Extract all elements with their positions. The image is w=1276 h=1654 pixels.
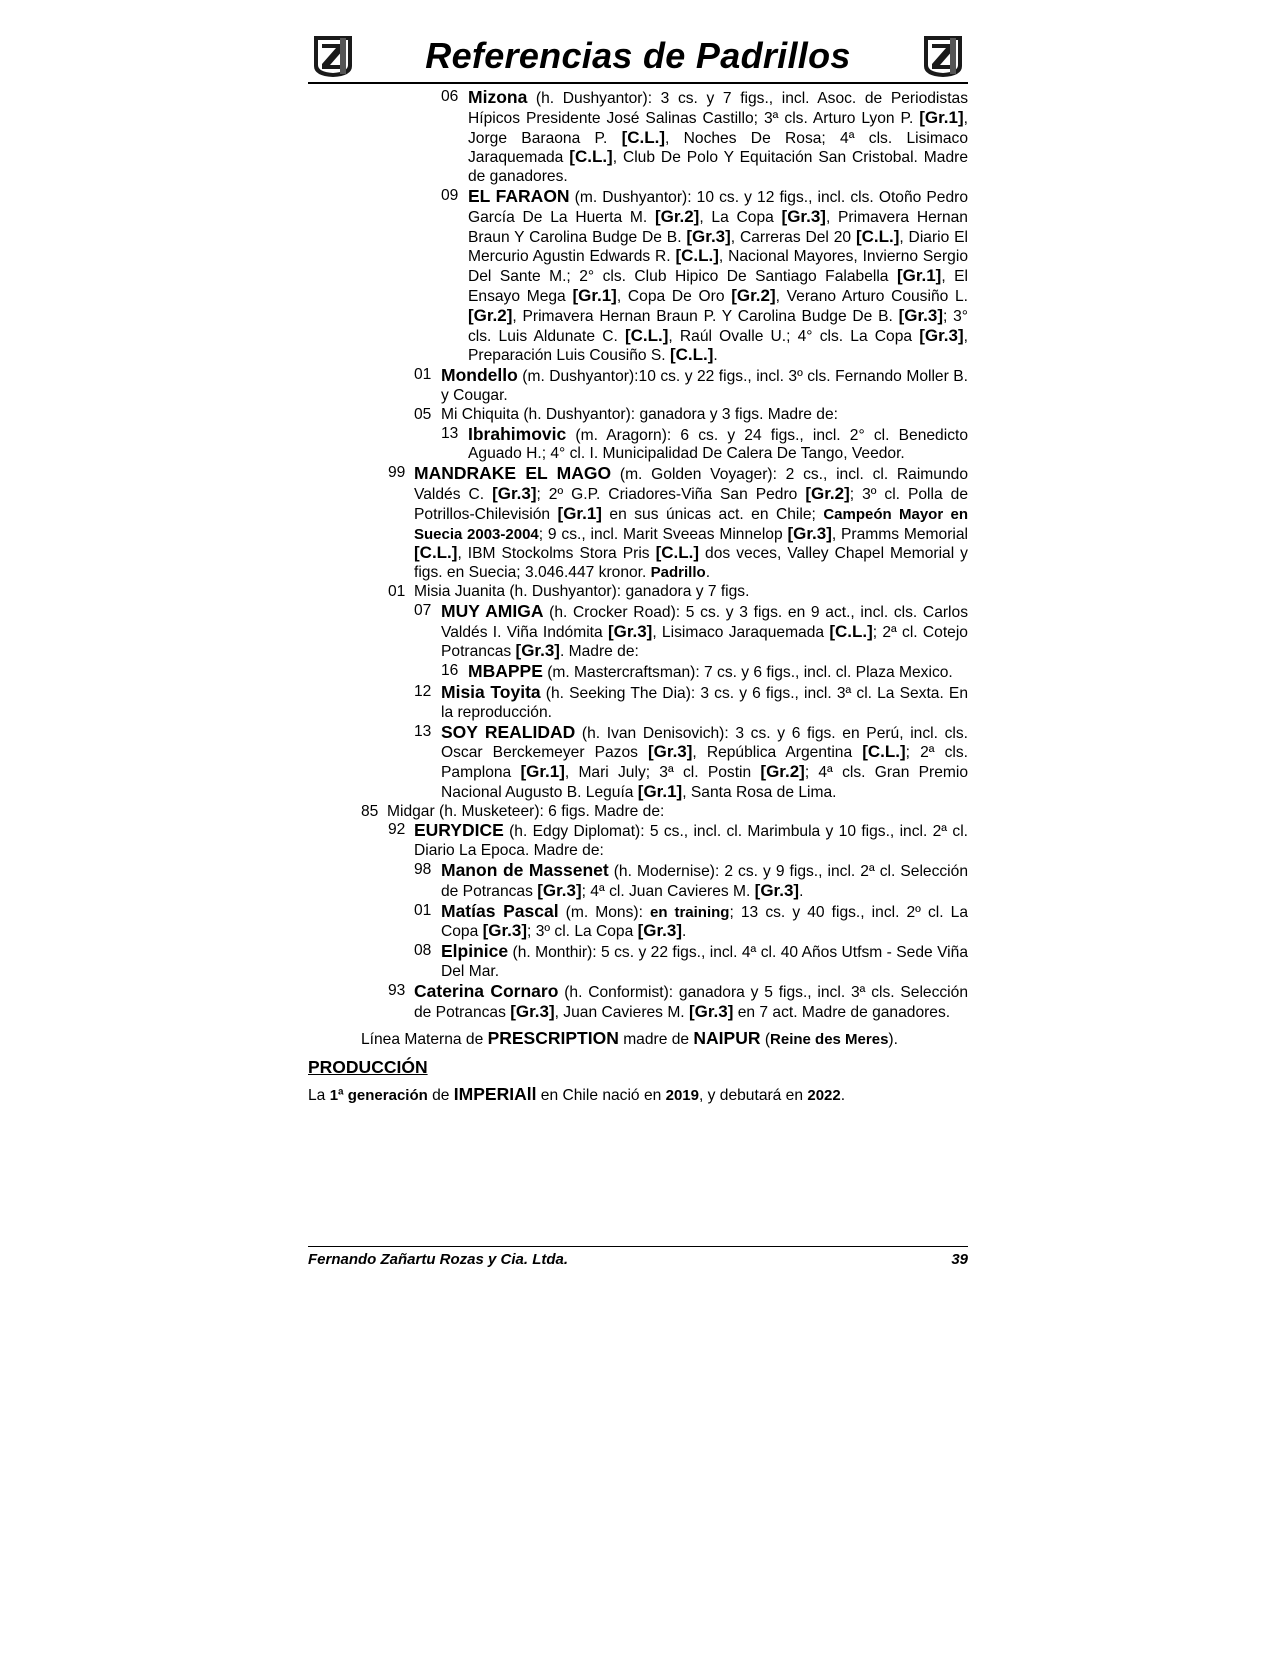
race-grade: [Gr.3]: [537, 880, 582, 900]
horse-name: EL FARAON: [468, 185, 570, 206]
horse-name: Misia Toyita: [441, 681, 541, 702]
entry-text: (m. Golden Voyager): 2 cs., incl. cl. Raimundo Valdés C.: [414, 466, 968, 503]
race-grade: [C.L.]: [624, 325, 669, 345]
entry-year: 06: [441, 88, 459, 105]
entry-text: ; 9 cs., incl. Marit Sveeas Minnelop: [538, 525, 788, 543]
maternal-line: [308, 1028, 968, 1049]
entry-text: ; 3º cl. La Copa: [527, 923, 638, 941]
entry-text: , Diario El Mercurio Agustin Edwards R.: [468, 228, 969, 266]
entry-text: (: [760, 1031, 771, 1049]
pedigree-entry: [308, 88, 968, 187]
entry-text: , Juan Cavieres M.: [554, 1003, 689, 1021]
entry-year: 99: [388, 464, 406, 482]
entry-text: ; 4ª cl. Juan Cavieres M.: [581, 882, 755, 900]
entry-text: (h. Dushyantor): 3 cs. y 7 figs., incl. Asoc. de Periodistas Hípicos Presidente José Salinas Castillo; 3ª cls. Arturo Lyon P.: [468, 90, 968, 127]
race-grade: [Gr.2]: [654, 206, 700, 226]
document-page: [308, 30, 968, 1105]
pedigree-entry: [308, 366, 968, 406]
entry-text: (h. Crocker Road): 5 cs. y 3 figs. en 9 act., incl. cls. Carlos Valdés I. Viña Indómita: [441, 603, 968, 641]
production-text: [308, 1084, 968, 1105]
pedigree-entry: [308, 861, 968, 902]
horse-name: Mizona: [468, 87, 528, 107]
entry-text: .: [705, 564, 711, 582]
entry-text: , Carreras Del 20: [730, 228, 856, 246]
entry-text: , Preparación Luis Cousiño S.: [468, 327, 968, 365]
horse-name: Ibrahimovic: [468, 423, 567, 444]
pedigree-entry: [308, 723, 968, 803]
entry-text: (m. Dushyantor): 10 cs. y 12 figs., incl. cls. Otoño Pedro García De La Huerta M.: [468, 188, 969, 226]
race-grade: [Gr.3]: [648, 742, 693, 762]
horse-name: MBAPPE: [468, 661, 543, 682]
race-grade: [Gr.3]: [898, 305, 943, 325]
entry-text: , Raúl Ovalle U.; 4° cls. La Copa: [668, 327, 920, 345]
entry-text: La: [308, 1087, 330, 1105]
horse-name: Manon de Massenet: [441, 860, 609, 881]
horse-name: PRESCRIPTION: [487, 1028, 619, 1049]
entry-text: . Madre de:: [559, 643, 639, 661]
pedigree-entry: [308, 406, 968, 425]
entry-year: 92: [388, 821, 406, 839]
entry-year: 85: [361, 802, 379, 820]
entry-year: 01: [388, 582, 406, 600]
race-grade: [Gr.3]: [781, 206, 826, 226]
entry-year: 05: [414, 405, 432, 423]
entry-text: ; 3º cl. Polla de Potrillos-Chilevisión: [414, 485, 968, 523]
race-grade: [C.L.]: [569, 147, 613, 167]
entry-text: , Primavera Hernan Braun Y Carolina Budge De B.: [468, 208, 968, 246]
entry-text: , Santa Rosa de Lima.: [682, 783, 837, 801]
entry-text: , y debutará en: [699, 1087, 808, 1105]
race-grade: [C.L.]: [855, 226, 900, 246]
race-grade: [Gr.3]: [492, 483, 537, 503]
race-grade: [C.L.]: [414, 543, 458, 563]
race-grade: [C.L.]: [675, 246, 719, 266]
entry-year: 16: [441, 662, 459, 680]
horse-name: MUY AMIGA: [441, 600, 544, 621]
entry-year: 09: [441, 186, 459, 204]
entry-text: , República Argentina: [692, 744, 863, 762]
entry-text: (m. Mons):: [558, 903, 651, 921]
race-grade: [Gr.1]: [896, 266, 942, 286]
entry-text: en training: [650, 903, 730, 921]
entry-year: 07: [414, 601, 432, 619]
entry-text: (m. Mastercraftsman): 7 cs. y 6 figs., incl. cl. Plaza Mexico.: [542, 664, 953, 682]
horse-name: Caterina Cornaro: [414, 980, 559, 1001]
entry-text: .: [713, 347, 718, 365]
entry-text: , Primavera Hernan Braun P. Y Carolina Budge De B.: [512, 307, 899, 325]
entry-year: 01: [414, 366, 432, 384]
race-grade: [Gr.3]: [510, 1001, 555, 1021]
page-title: Referencias de Padrillos: [425, 35, 851, 76]
entry-text: (h. Conformist): ganadora y 5 figs., incl. 3ª cls. Selección de Potrancas: [414, 983, 968, 1021]
entry-text: , Nacional Mayores, Invierno Sergio Del Sante M.; 2° cls. Club Hipico De Santiago Falabella: [468, 248, 968, 286]
entry-text: 2022: [807, 1087, 841, 1105]
entry-text: Mi Chiquita (h. Dushyantor): ganadora y 3 figs. Madre de:: [441, 405, 838, 423]
pedigree-entry: [308, 803, 968, 822]
race-grade: [Gr.1]: [572, 285, 617, 305]
entry-text: , Noches De Rosa; 4ª cls. Lisimaco Jaraquemada: [468, 129, 969, 167]
pedigree-entry: [308, 942, 968, 982]
entry-text: ; 2ª cls. Pamplona: [441, 744, 968, 782]
race-grade: [C.L.]: [862, 742, 906, 762]
entry-text: ; 2º G.P. Criadores-Viña San Pedro: [536, 485, 806, 503]
entry-text: Reine des Meres: [770, 1031, 889, 1049]
entry-text: Misia Juanita (h. Dushyantor): ganadora y 7 figs.: [414, 582, 750, 600]
pedigree-entry: [308, 662, 968, 683]
entry-text: madre de: [618, 1031, 694, 1049]
pedigree-entry: [308, 583, 968, 602]
race-grade: [Gr.1]: [637, 781, 683, 801]
entry-text: de: [427, 1087, 454, 1105]
production-heading: PRODUCCIÓN: [308, 1057, 428, 1078]
race-grade: [Gr.3]: [919, 325, 964, 345]
page-number: 39: [951, 1251, 968, 1268]
entry-text: ).: [888, 1031, 898, 1049]
entry-text: Campeón Mayor en Suecia 2003-2004: [414, 505, 968, 543]
entry-year: 13: [441, 424, 459, 442]
page-header: [308, 30, 968, 84]
entry-year: 93: [388, 981, 406, 999]
race-grade: [C.L.]: [655, 543, 700, 563]
entry-year: 98: [414, 861, 432, 879]
entry-text: en Chile nació en: [536, 1087, 666, 1105]
entry-text: (h. Edgy Diplomat): 5 cs., incl. cl. Marimbula y 10 figs., incl. 2ª cl. Diario La Epoca. Madre de:: [414, 823, 968, 860]
race-grade: [Gr.2]: [731, 285, 776, 305]
race-grade: [Gr.2]: [760, 762, 805, 782]
entry-text: , Lisimaco Jaraquemada: [652, 623, 830, 641]
race-grade: [C.L.]: [829, 621, 873, 641]
race-grade: [Gr.3]: [482, 921, 528, 941]
entry-text: en sus únicas act. en Chile;: [601, 505, 824, 523]
entry-text: (m. Dushyantor):10 cs. y 22 figs., incl. 3º cls. Fernando Moller B. y Cougar.: [441, 368, 968, 404]
entry-text: , Jorge Baraona P.: [468, 109, 968, 147]
race-grade: [Gr.3]: [754, 880, 800, 900]
entry-year: 12: [414, 682, 432, 700]
entry-text: en 7 act. Madre de ganadores.: [733, 1003, 951, 1021]
pedigree-entry: [308, 602, 968, 662]
entry-text: (h. Modernise): 2 cs. y 9 figs., incl. 2ª cl. Selección de Potrancas: [441, 863, 968, 900]
pedigree-entry: [308, 821, 968, 861]
race-grade: [Gr.1]: [520, 762, 565, 782]
race-grade: [Gr.1]: [919, 107, 964, 127]
entry-text: (h. Ivan Denisovich): 3 cs. y 6 figs. en Perú, incl. cls. Oscar Berckemeyer Pazos: [441, 724, 968, 762]
entry-text: , Copa De Oro: [616, 287, 732, 305]
horse-name: MANDRAKE EL MAGO: [414, 463, 612, 484]
horse-name: Mondello: [441, 365, 518, 386]
entry-text: (m. Aragorn): 6 cs. y 24 figs., incl. 2° cl. Benedicto Aguado H.; 4° cl. I. Municipalidad De Calera De Tango, Veedor.: [468, 426, 968, 463]
race-grade: [Gr.2]: [805, 483, 850, 503]
entry-text: Midgar (h. Musketeer): 6 figs. Madre de:: [387, 802, 665, 820]
horse-name: EURYDICE: [414, 820, 504, 841]
entry-text: ; 4ª cls. Gran Premio Nacional Augusto B. Leguía: [441, 764, 968, 801]
race-grade: [Gr.1]: [557, 503, 602, 523]
entry-text: , El Ensayo Mega: [468, 268, 969, 305]
entry-text: Padrillo: [650, 564, 706, 582]
pedigree-entry: [308, 464, 968, 583]
race-grade: [Gr.3]: [637, 921, 683, 941]
pedigree-entry: [308, 425, 968, 465]
entry-text: 2019: [665, 1087, 699, 1105]
entry-text: dos veces, Valley Chapel Memorial y figs. en Suecia; 3.046.447 kronor.: [414, 545, 968, 582]
footer-company: Fernando Zañartu Rozas y Cia. Ltda.: [308, 1251, 569, 1268]
entry-year: 13: [414, 722, 432, 740]
race-grade: [C.L.]: [669, 345, 714, 365]
entry-text: , IBM Stockolms Stora Pris: [457, 545, 656, 563]
race-grade: [Gr.3]: [515, 641, 560, 661]
entry-text: (h. Monthir): 5 cs. y 22 figs., incl. 4ª cl. 40 Años Utfsm - Sede Viña Del Mar.: [441, 944, 968, 981]
horse-name: Elpinice: [441, 941, 509, 962]
entry-text: ; 2ª cl. Cotejo Potrancas: [441, 623, 968, 661]
page-footer: [308, 1246, 968, 1268]
race-grade: [Gr.3]: [607, 621, 653, 641]
pedigree-entry: [308, 902, 968, 943]
entry-year: 01: [414, 901, 432, 919]
horse-name: NAIPUR: [693, 1028, 761, 1049]
horse-name: SOY REALIDAD: [441, 721, 576, 742]
entry-text: ; 3° cls. Luis Aldunate C.: [468, 307, 969, 345]
entry-text: .: [682, 923, 687, 941]
race-grade: [C.L.]: [621, 127, 666, 147]
entry-text: .: [799, 882, 804, 900]
horse-name: Matías Pascal: [441, 900, 559, 921]
entry-text: ; 13 cs. y 40 figs., incl. 2º cl. La Copa: [441, 903, 968, 941]
entry-text: .: [840, 1087, 846, 1105]
entry-year: 08: [414, 942, 432, 960]
horse-name: IMPERIAll: [453, 1084, 537, 1105]
entry-text: 1ª generación: [329, 1087, 428, 1105]
entry-text: , Pramms Memorial: [831, 525, 968, 543]
entry-text: Línea Materna de: [361, 1031, 488, 1049]
entry-text: , Verano Arturo Cousiño L.: [775, 287, 969, 305]
pedigree-entry: [308, 683, 968, 723]
entry-text: , Club De Polo Y Equitación San Cristobal. Madre de ganadores.: [468, 149, 968, 186]
brand-logo-right: [920, 34, 966, 78]
entry-text: (h. Seeking The Dia): 3 cs. y 6 figs., incl. 3ª cl. La Sexta. En la reproducción.: [441, 684, 968, 721]
pedigree-entry: [308, 982, 968, 1023]
race-grade: [Gr.3]: [787, 523, 832, 543]
pedigree-entry: [308, 187, 968, 366]
race-grade: [Gr.3]: [688, 1001, 734, 1021]
race-grade: [Gr.2]: [468, 305, 513, 325]
pedigree-list: [308, 84, 968, 1022]
race-grade: [Gr.3]: [686, 226, 731, 246]
entry-text: , Mari July; 3ª cl. Postin: [564, 764, 761, 782]
entry-text: , La Copa: [699, 208, 782, 226]
